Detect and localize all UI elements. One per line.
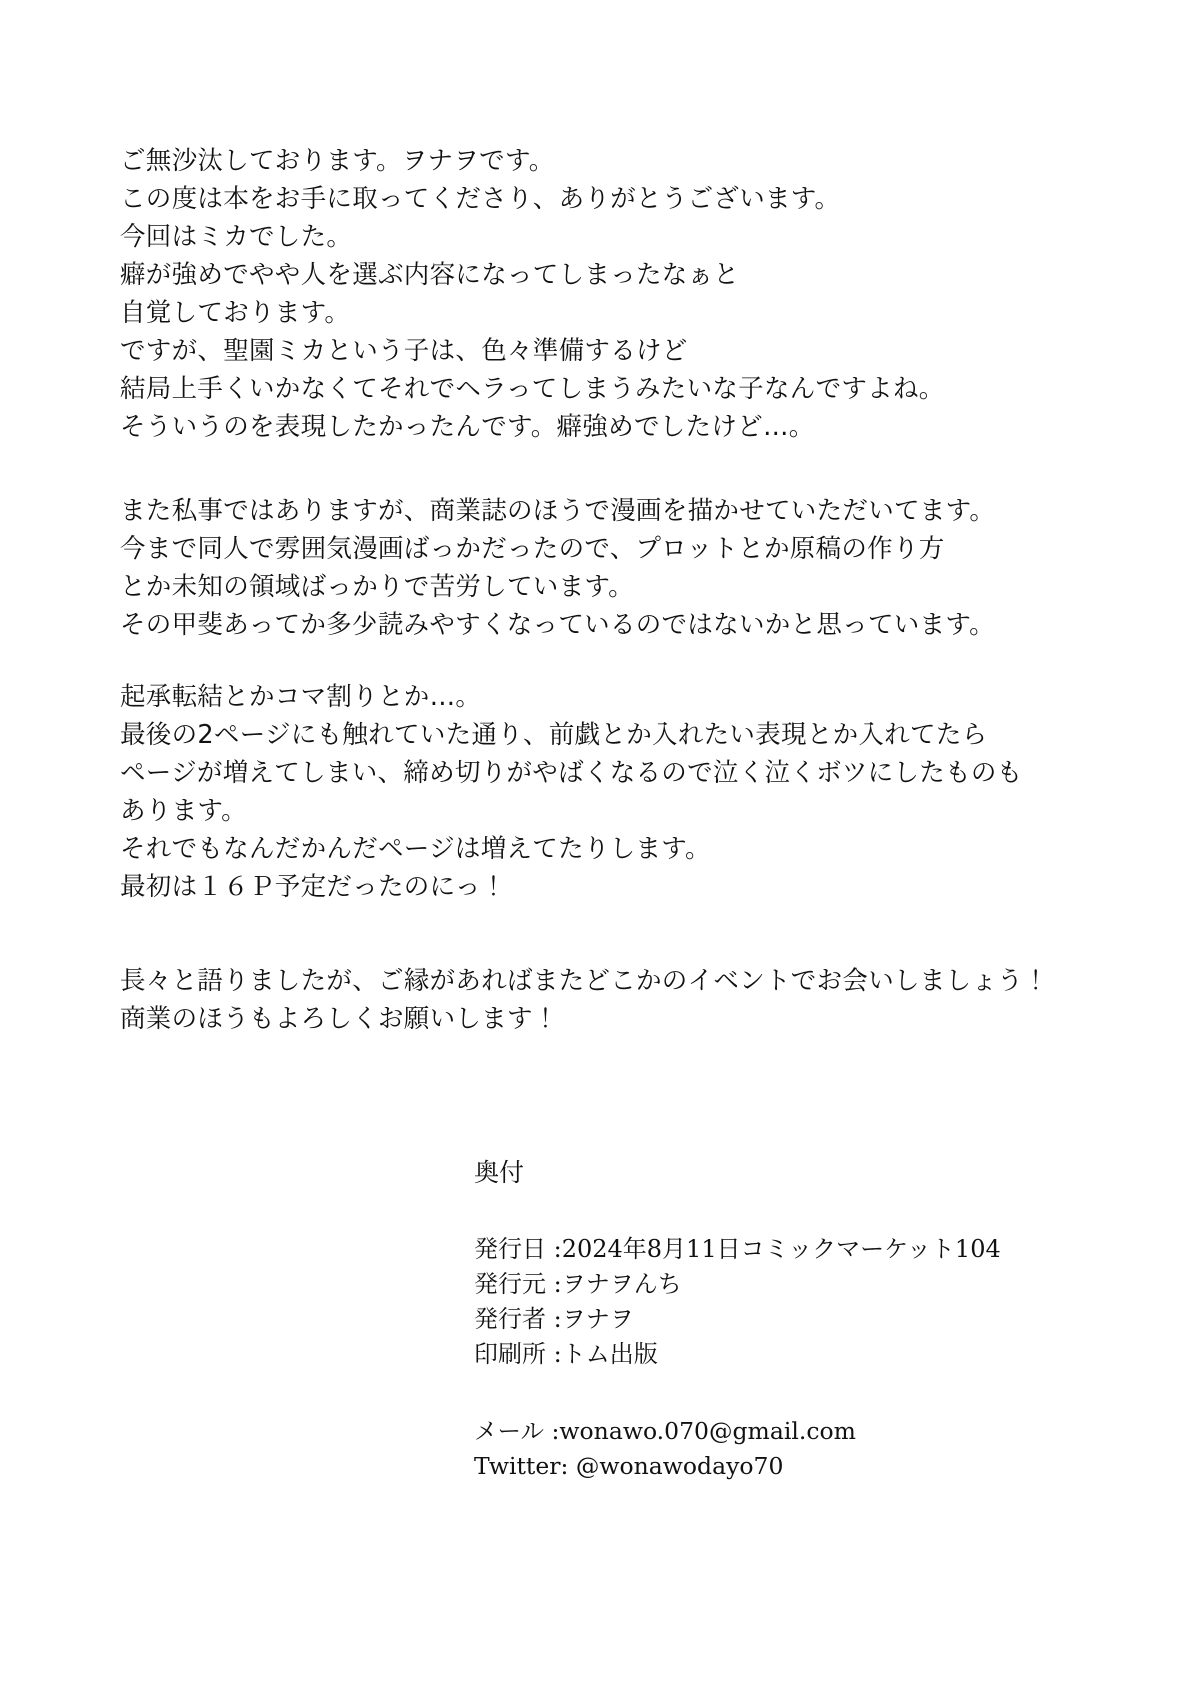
colophon-contact-details — [474, 1414, 1034, 1484]
afterword-line: 最初は１６Ｐ予定だったのにっ！ — [120, 872, 507, 902]
afterword-paragraph-intro — [120, 142, 1060, 446]
afterword-line: とか未知の領域ばっかりで苦労しています。 — [120, 572, 634, 602]
afterword-paragraph-commercial-work — [120, 492, 1060, 644]
afterword-line: その甲斐あってか多少読みやすくなっているのではないかと思っています。 — [120, 610, 995, 640]
colophon-entry-publisher: 発行元 :ヲナヲんち — [474, 1270, 682, 1298]
colophon-entry-printer: 印刷所 :トム出版 — [474, 1340, 658, 1368]
afterword-paragraph-page-count — [120, 678, 1060, 906]
afterword-line: 今回はミカでした。 — [120, 222, 353, 252]
afterword-line: 商業のほうもよろしくお願いします！ — [120, 1004, 559, 1034]
afterword-line: それでもなんだかんだページは増えてたりします。 — [120, 834, 711, 864]
colophon-section — [474, 1156, 1034, 1484]
afterword-line: ページが増えてしまい、締め切りがやばくなるので泣く泣くボツにしたものも — [120, 758, 1023, 788]
colophon-title: 奥付 — [474, 1158, 525, 1187]
afterword-line: ご無沙汰しております。ヲナヲです。 — [120, 146, 555, 176]
afterword-line: 最後の2ページにも触れていた通り、前戯とか入れたい表現とか入れてたら — [120, 720, 988, 750]
colophon-entry-author: 発行者 :ヲナヲ — [474, 1305, 634, 1333]
afterword-line: 結局上手くいかなくてそれでヘラってしまうみたいな子なんですよね。 — [120, 374, 945, 404]
afterword-line: あります。 — [120, 796, 247, 826]
afterword-line: また私事ではありますが、商業誌のほうで漫画を描かせていただいてます。 — [120, 496, 996, 526]
afterword-line: 今まで同人で雰囲気漫画ばっかだったので、プロットとか原稿の作り方 — [120, 534, 945, 564]
afterword-line: そういうのを表現したかったんです。癖強めでしたけど…。 — [120, 412, 815, 442]
afterword-line: 長々と語りましたが、ご縁があればまたどこかのイベントでお会いしましょう！ — [120, 966, 1049, 996]
colophon-contact-email: メール :wonawo.070@gmail.com — [474, 1417, 856, 1445]
colophon-publication-details — [474, 1232, 1034, 1372]
colophon-contact-twitter: Twitter: @wonawodayo70 — [474, 1452, 784, 1480]
afterword-section — [120, 142, 1060, 1038]
afterword-line: 起承転結とかコマ割りとか…。 — [120, 682, 482, 712]
afterword-paragraph-closing — [120, 962, 1060, 1038]
afterword-line: 癖が強めでやや人を選ぶ内容になってしまったなぁと — [120, 260, 740, 290]
afterword-line: ですが、聖園ミカという子は、色々準備するけど — [120, 336, 688, 366]
colophon-entry-publication-date: 発行日 :2024年8月11日コミックマーケット104 — [474, 1235, 1001, 1263]
afterword-line: この度は本をお手に取ってくださり、ありがとうございます。 — [120, 184, 841, 214]
afterword-line: 自覚しております。 — [120, 298, 351, 328]
